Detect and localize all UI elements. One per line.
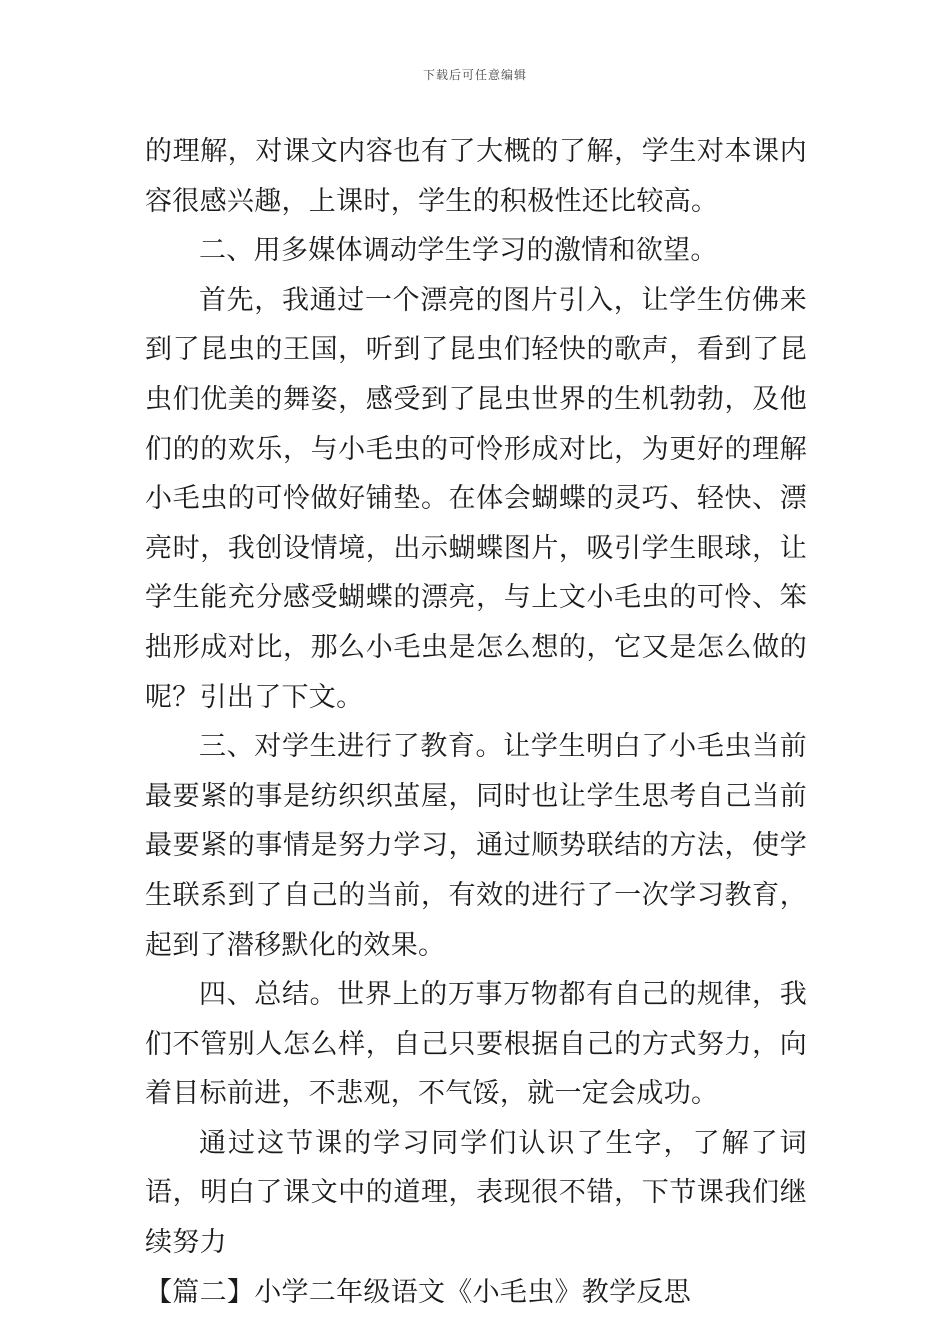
paragraph-conclusion: 通过这节课的学习同学们认识了生字，了解了词语，明白了课文中的道理，表现很不错，下节课我们继续努力 <box>145 1127 807 1259</box>
paragraph-multimedia-detail: 首先，我通过一个漂亮的图片引入，让学生仿佛来到了昆虫的王国，听到了昆虫们轻快的歌声，看到了昆虫们优美的舞姿，感受到了昆虫世界的生机勃勃，及他们的的欢乐，与小毛虫的可怜形成对比，为更好的理解小毛虫的可怜做好铺垫。在体会蝴蝶的灵巧、轻快、漂亮时，我创设情境，出示蝴蝶图片，吸引学生眼球，让学生能充分感受蝴蝶的漂亮，与上文小毛虫的可怜、笨拙形成对比，那么小毛虫是怎么想的，它又是怎么做的呢？引出了下文。 <box>145 284 807 713</box>
paragraph-point-two: 二、用多媒体调动学生学习的激情和欲望。 <box>199 235 718 267</box>
paragraph-point-three: 三、对学生进行了教育。让学生明白了小毛虫当前最要紧的事是纺织织茧屋，同时也让学生思考自己当前最要紧的事情是努力学习，通过顺势联结的方法，使学生联系到了自己的当前，有效的进行了一次学习教育，起到了潜移默化的效果。 <box>145 731 807 961</box>
paragraph-point-four: 四、总结。世界上的万事万物都有自己的规律，我们不管别人怎么样，自己只要根据自己的方式努力，向着目标前进，不悲观，不气馁，就一定会成功。 <box>145 979 807 1110</box>
paragraph-continuation: 的理解，对课文内容也有了大概的了解，学生对本课内容很感兴趣，上课时，学生的积极性还比较高。 <box>145 136 807 217</box>
header-note: 下载后可任意编辑 <box>422 68 527 82</box>
body-text <box>145 127 807 1317</box>
section-heading: 【篇二】小学二年级语文《小毛虫》教学反思 <box>145 1276 691 1308</box>
